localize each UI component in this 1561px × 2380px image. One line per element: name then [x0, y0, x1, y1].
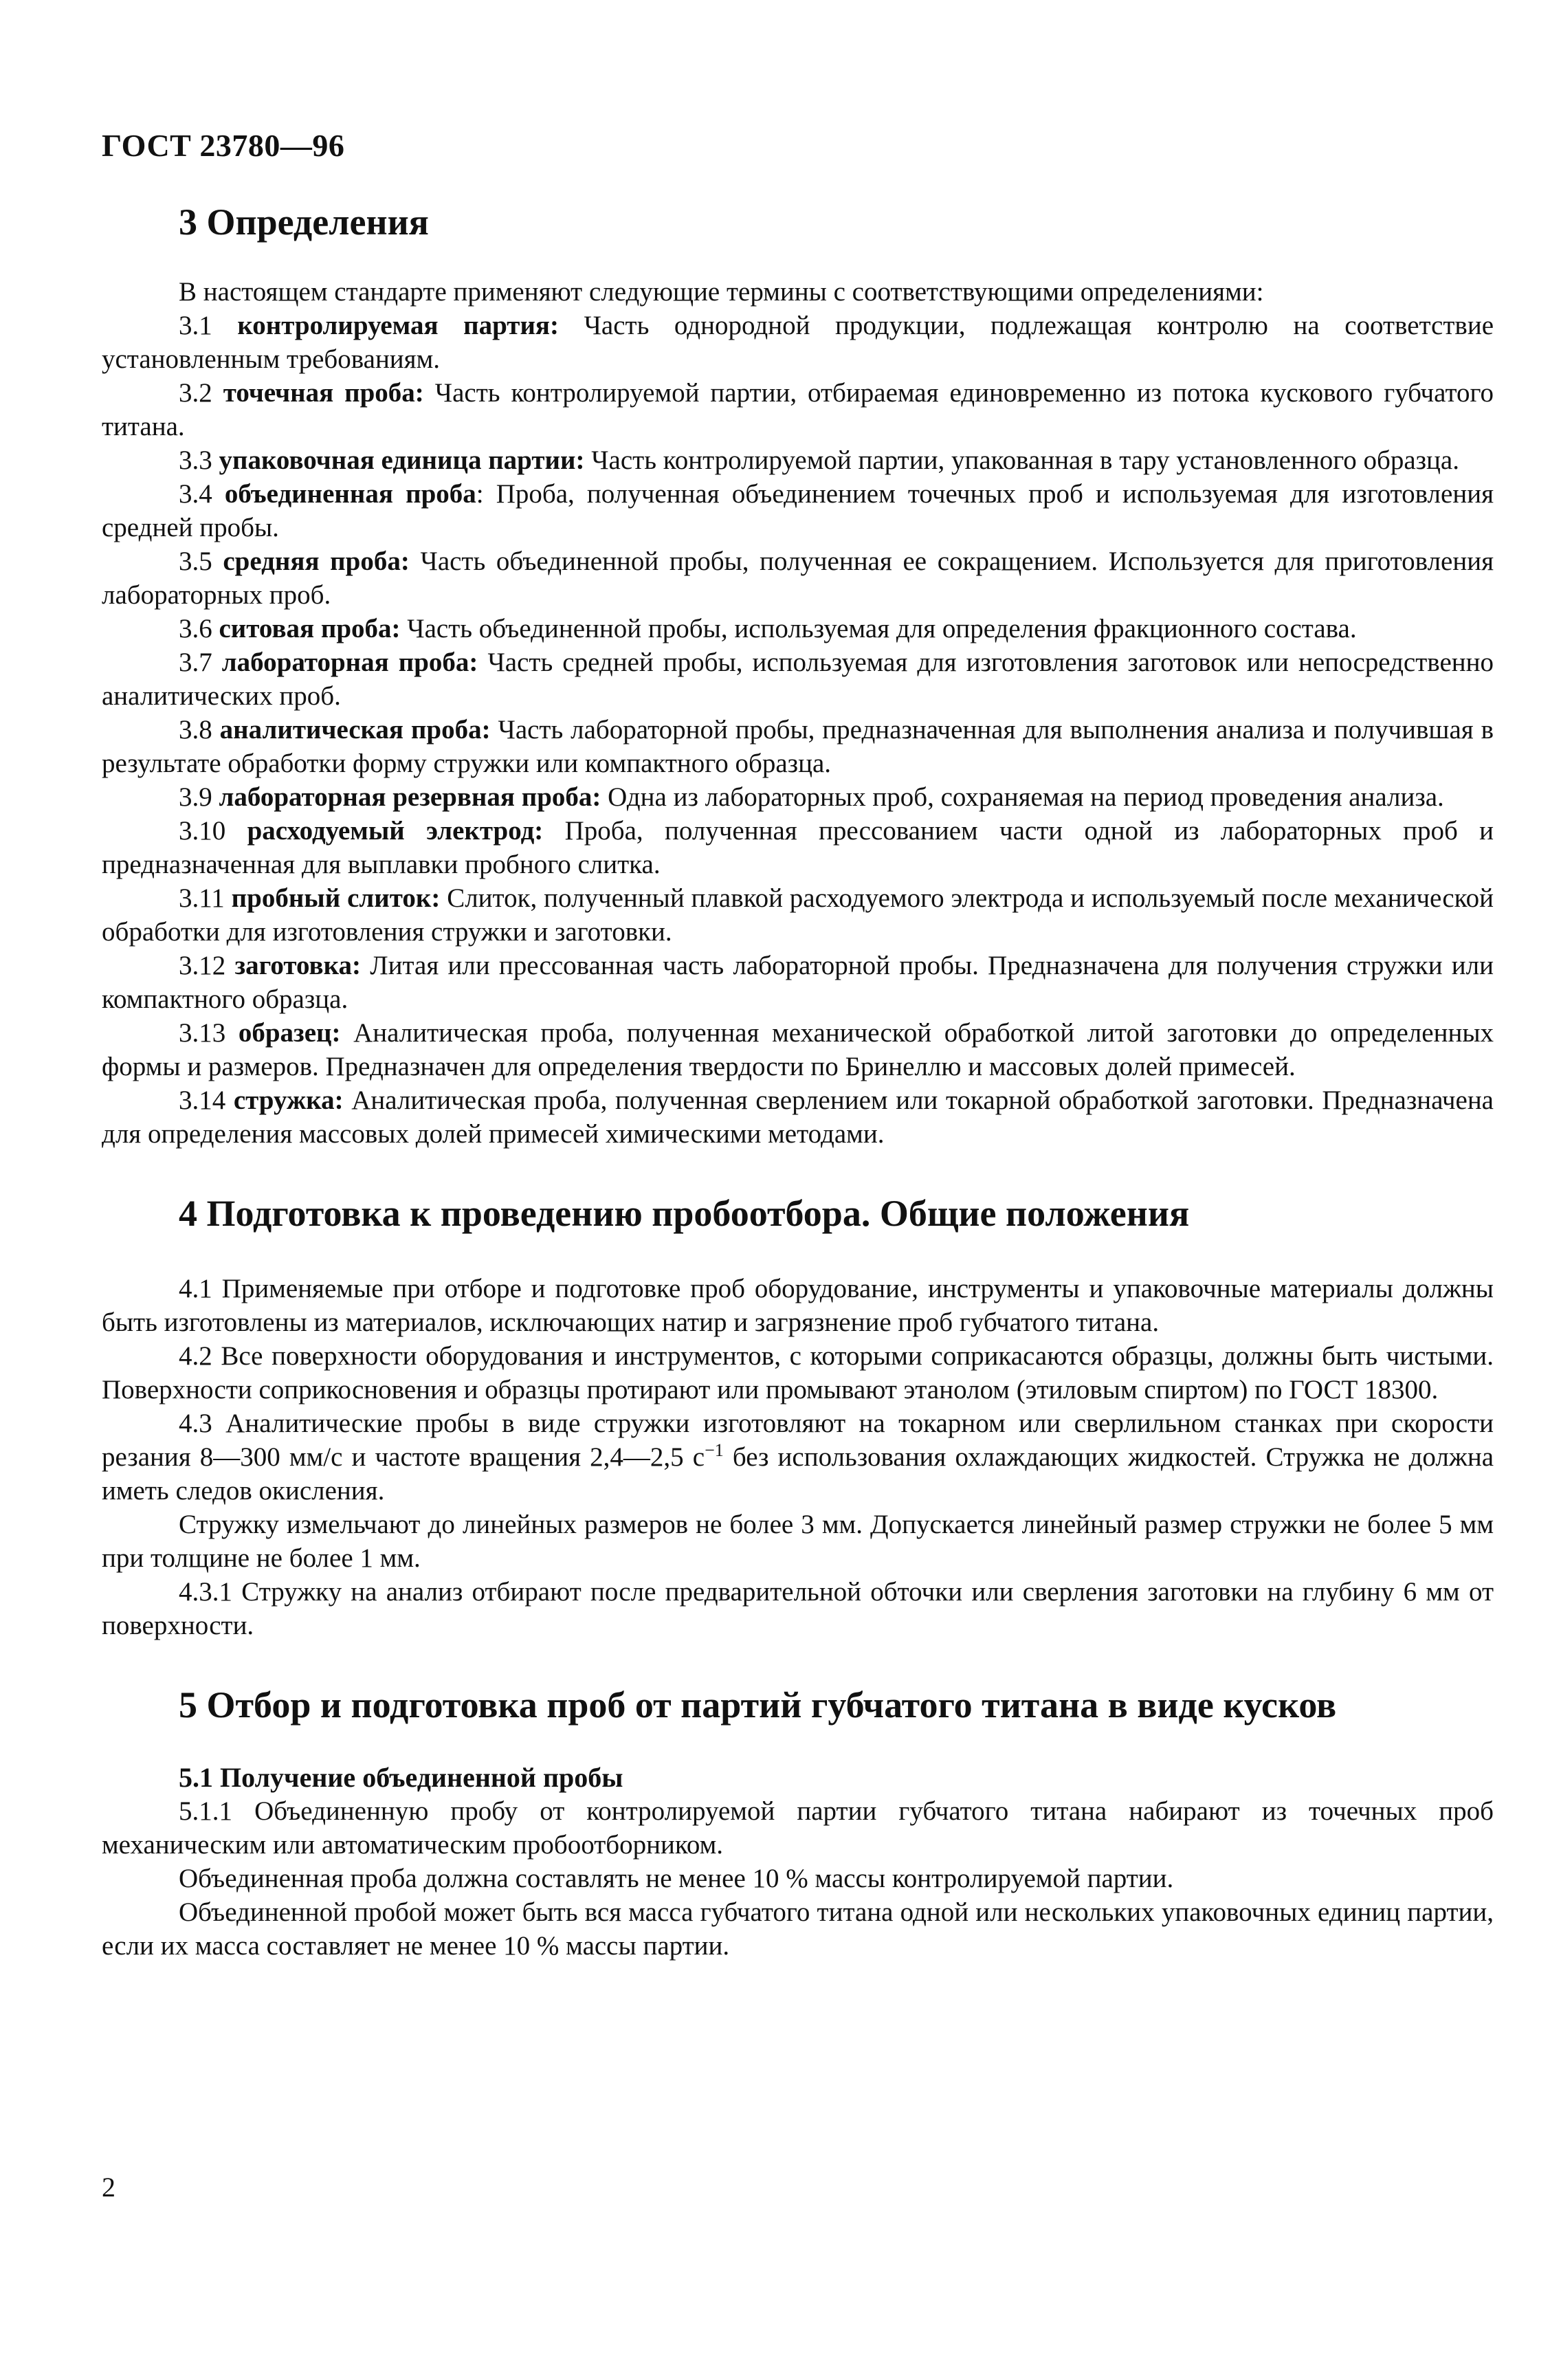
definition-text: Проба, полученная прессованием части одной из лабораторных проб и предназначенная для выплавки пробного слитка.: [102, 816, 1494, 879]
section-3-title: 3 Определения: [179, 201, 429, 243]
definition-term: расходуемый электрод:: [247, 816, 544, 846]
paragraph-4-3-1: 4.3.1 Стружку на анализ отбирают после предварительной обточки или сверления заготовки на глубину 6 мм от поверхности.: [102, 1577, 1494, 1640]
definition-text: Часть контролируемой партии, упакованная в тару установленного образца.: [591, 445, 1459, 475]
definition-number: 3.4: [179, 479, 212, 509]
definition-number: 3.9: [179, 782, 212, 812]
definition-number: 3.8: [179, 715, 212, 745]
definition-item: [102, 477, 1494, 544]
definition-item: [102, 881, 1494, 949]
definition-text: Часть средней пробы, используемая для изготовления заготовок или непосредственно аналитических проб.: [102, 648, 1494, 711]
definition-text: Одна из лабораторных проб, сохраняемая на период проведения анализа.: [608, 782, 1444, 812]
definition-item: [102, 443, 1494, 477]
definition-term: контролируемая партия:: [237, 311, 560, 340]
definition-term: ситовая проба:: [219, 614, 401, 643]
definition-item: [102, 612, 1494, 646]
definition-item: [102, 713, 1494, 780]
definition-text: Часть однородной продукции, подлежащая контролю на соответствие установленным требованиям.: [102, 311, 1494, 374]
definition-term: аналитическая проба:: [219, 715, 491, 745]
unit-exponent: −1: [705, 1440, 724, 1460]
definition-number: 3.14: [179, 1086, 226, 1115]
definition-number: 3.12: [179, 951, 226, 980]
paragraph-5-1-1-c: Объединенной пробой может быть вся масса губчатого титана одной или нескольких упаковочных единиц партии, если их масса составляет не менее 10 % массы партии.: [102, 1897, 1494, 1961]
paragraph-4-3-text-a: 4.3 Аналитические пробы в виде стружки изготовляют на токарном или сверлильном станках при скорости резания 8—300 мм/с и частоте вращения 2,4—2,5 с: [102, 1409, 1494, 1472]
definition-text: Часть объединенной пробы, используемая для определения фракционного состава.: [407, 614, 1357, 643]
definition-text: : Проба, полученная объединением точечных проб и используемая для изготовления средней пробы.: [102, 479, 1494, 542]
definition-number: 3.2: [179, 378, 212, 408]
definition-term: упаковочная единица партии:: [219, 445, 585, 475]
definition-item: [102, 376, 1494, 443]
subsection-5-1-title: 5.1 Получение объединенной пробы: [179, 1762, 623, 1793]
definition-text: Часть лабораторной пробы, предназначенная для выполнения анализа и получившая в результате обработки форму стружки или компактного образца.: [102, 715, 1494, 778]
definition-text: Часть контролируемой партии, отбираемая единовременно из потока кускового губчатого титана.: [102, 378, 1494, 441]
definition-number: 3.5: [179, 547, 212, 576]
definition-term: объединенная проба: [224, 479, 476, 509]
definition-term: лабораторная проба:: [221, 648, 478, 677]
definition-number: 3.3: [179, 445, 212, 475]
definition-number: 3.11: [179, 883, 225, 913]
section-3-intro: В настоящем стандарте применяют следующие термины с соответствующими определениями:: [179, 277, 1264, 307]
document-body: [102, 199, 1494, 1963]
definition-item: [102, 646, 1494, 713]
definition-term: средняя проба:: [223, 547, 410, 576]
definition-text: Аналитическая проба, полученная механической обработкой литой заготовки до определенных формы и размеров. Предназначен для определения твердости по Бринеллю и массовых долей примесей.: [102, 1018, 1494, 1081]
page-number: 2: [102, 2172, 115, 2203]
definition-term: образец:: [238, 1018, 341, 1048]
definition-text: Литая или прессованная часть лабораторной пробы. Предназначена для получения стружки или компактного образца.: [102, 951, 1494, 1014]
definition-item: [102, 814, 1494, 881]
definition-item: [102, 544, 1494, 612]
definition-number: 3.1: [179, 311, 212, 340]
definition-term: лабораторная резервная проба:: [219, 782, 601, 812]
section-4-title: 4 Подготовка к проведению пробоотбора. Общие положения: [179, 1193, 1190, 1234]
definitions-list: [102, 309, 1494, 1151]
definition-item: [102, 309, 1494, 376]
definition-item: [102, 949, 1494, 1016]
paragraph-4-3-text-b: без использования охлаждающих жидкостей. Стружка не должна иметь следов окисления.: [102, 1442, 1494, 1506]
definition-text: Часть объединенной пробы, полученная ее сокращением. Используется для приготовления лабораторных проб.: [102, 547, 1494, 610]
definition-number: 3.10: [179, 816, 226, 846]
definition-item: [102, 1016, 1494, 1083]
definition-term: точечная проба:: [223, 378, 424, 408]
definition-term: пробный слиток:: [231, 883, 441, 913]
document-header: ГОСТ 23780—96: [102, 128, 345, 163]
paragraph-5-1-1: 5.1.1 Объединенную пробу от контролируемой партии губчатого титана набирают из точечных проб механическим или автоматическим пробоотборником.: [102, 1796, 1494, 1860]
definition-text: Слиток, полученный плавкой расходуемого электрода и используемый после механической обработки для изготовления стружки и заготовки.: [102, 883, 1494, 947]
paragraph-4-1: 4.1 Применяемые при отборе и подготовке проб оборудование, инструменты и упаковочные материалы должны быть изготовлены из материалов, исключающих натир и загрязнение проб губчатого титана.: [102, 1274, 1494, 1337]
definition-text: Аналитическая проба, полученная сверлением или токарной обработкой заготовки. Предназначена для определения массовых долей примесей химическими методами.: [102, 1086, 1494, 1149]
paragraph-5-1-1-b: Объединенная проба должна составлять не менее 10 % массы контролируемой партии.: [179, 1864, 1174, 1893]
definition-number: 3.7: [179, 648, 212, 677]
paragraph-4-3-cont: Стружку измельчают до линейных размеров не более 3 мм. Допускается линейный размер стружки не более 5 мм при толщине не более 1 мм.: [102, 1510, 1494, 1573]
definition-number: 3.6: [179, 614, 212, 643]
paragraph-4-3: [102, 1407, 1494, 1508]
section-5-title: 5 Отбор и подготовка проб от партий губчатого титана в виде кусков: [179, 1684, 1337, 1726]
definition-number: 3.13: [179, 1018, 226, 1048]
paragraph-4-2: 4.2 Все поверхности оборудования и инструментов, с которыми соприкасаются образцы, должны быть чистыми. Поверхности соприкосновения и образцы протирают или промывают этанолом (этиловым спиртом) по ГОСТ 18300.: [102, 1341, 1494, 1404]
definition-term: заготовка:: [234, 951, 361, 980]
definition-term: стружка:: [233, 1086, 344, 1115]
definition-item: [102, 780, 1494, 814]
definition-item: [102, 1083, 1494, 1151]
